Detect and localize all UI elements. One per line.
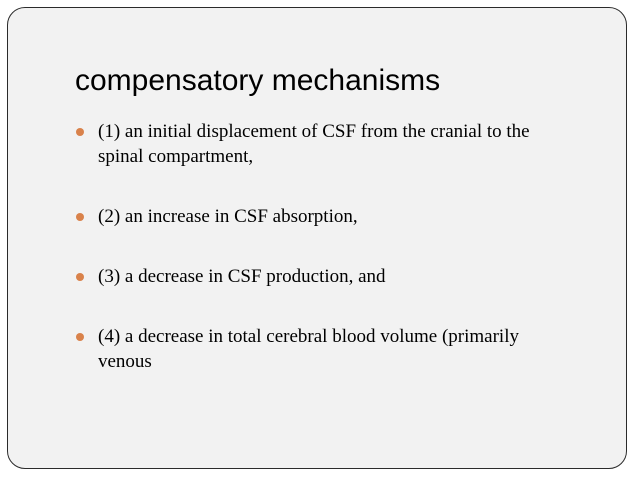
bullet-dot-icon bbox=[76, 128, 84, 136]
bullet-item-3 bbox=[75, 264, 575, 289]
bullet-item-1 bbox=[75, 119, 575, 169]
bullet-text-2: (2) an increase in CSF absorption, bbox=[98, 206, 358, 227]
bullet-text-4: (4) a decrease in total cerebral blood volume (primarily venous bbox=[98, 326, 519, 372]
bullet-dot-icon bbox=[76, 273, 84, 281]
bullet-dot-icon bbox=[76, 213, 84, 221]
bullet-item-4 bbox=[75, 324, 575, 374]
bullet-item-2 bbox=[75, 204, 575, 229]
slide-title: compensatory mechanisms bbox=[75, 64, 441, 97]
bullet-text-3: (3) a decrease in CSF production, and bbox=[98, 266, 386, 287]
bullet-list bbox=[75, 119, 575, 409]
slide-frame bbox=[7, 7, 627, 469]
bullet-dot-icon bbox=[76, 333, 84, 341]
bullet-text-1: (1) an initial displacement of CSF from the cranial to the spinal compartment, bbox=[98, 121, 530, 167]
